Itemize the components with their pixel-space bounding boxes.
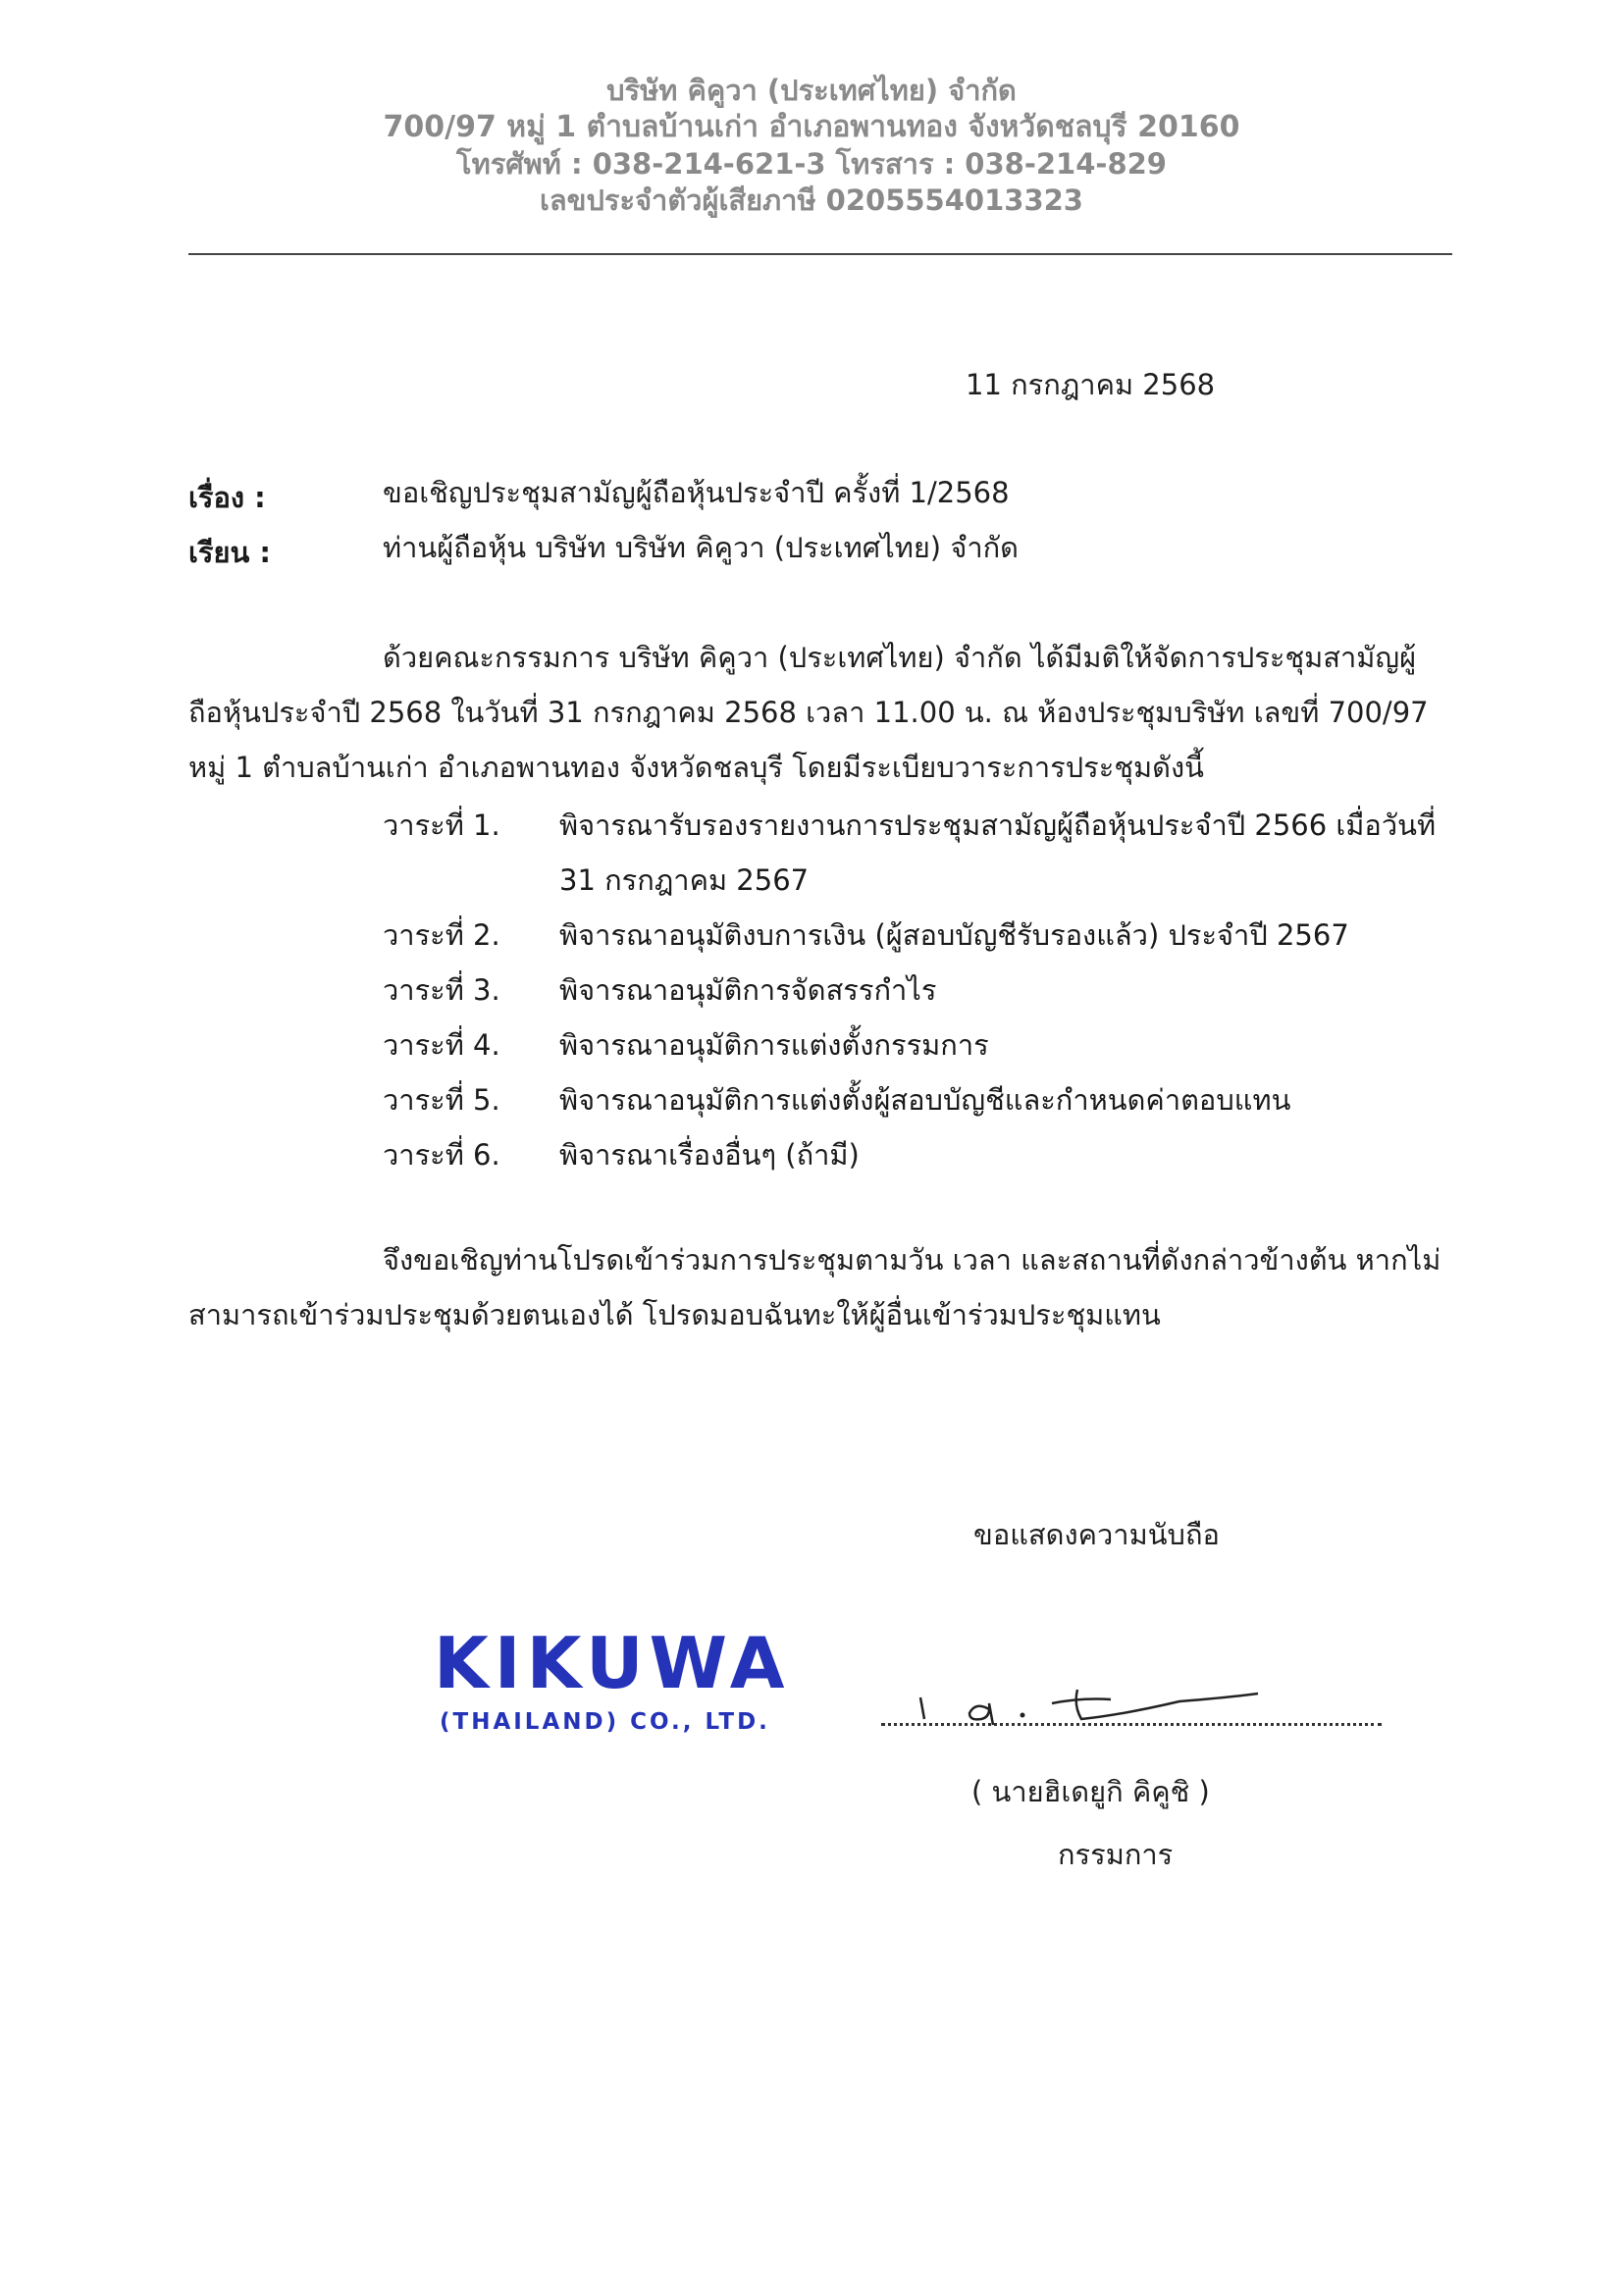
recipient-label: เรียน : bbox=[188, 536, 271, 569]
signature-icon bbox=[903, 1676, 1295, 1735]
kikuwa-logo-icon bbox=[430, 1619, 881, 1747]
agenda-item-continued: 31 กรกฎาคม 2567 bbox=[559, 863, 810, 897]
subject-label: เรื่อง : bbox=[188, 481, 266, 514]
company-stamp bbox=[430, 1619, 881, 1747]
sign-off: ขอแสดงความนับถือ bbox=[973, 1518, 1220, 1551]
signatory-name: ( นายฮิเดยูกิ คิคูชิ ) bbox=[971, 1775, 1210, 1808]
company-tax-id: เลขประจำตัวผู้เสียภาษี 0205554013323 bbox=[540, 183, 1083, 217]
closing-line: สามารถเข้าร่วมประชุมด้วยตนเองได้ โปรดมอบฉันทะให้ผู้อื่นเข้าร่วมประชุมแทน bbox=[188, 1298, 1161, 1331]
company-address: 700/97 หมู่ 1 ตำบลบ้านเก่า อำเภอพานทอง จังหวัดชลบุรี 20160 bbox=[383, 110, 1240, 144]
agenda-number: วาระที่ 6. bbox=[383, 1138, 500, 1172]
agenda-item: พิจารณาเรื่องอื่นๆ (ถ้ามี) bbox=[559, 1138, 860, 1172]
company-contact: โทรศัพท์ : 038-214-621-3 โทรสาร : 038-214-829 bbox=[456, 147, 1167, 181]
closing-line: จึงขอเชิญท่านโปรดเข้าร่วมการประชุมตามวัน เวลา และสถานที่ดังกล่าวข้างต้น หากไม่ bbox=[383, 1243, 1441, 1277]
stamp-subline: (THAILAND) CO., LTD. bbox=[440, 1709, 770, 1735]
company-name: บริษัท คิคูวา (ประเทศไทย) จำกัด bbox=[606, 74, 1017, 107]
signatory-title: กรรมการ bbox=[1058, 1838, 1174, 1871]
agenda-item: พิจารณารับรองรายงานการประชุมสามัญผู้ถือหุ้นประจำปี 2566 เมื่อวันที่ bbox=[559, 809, 1437, 842]
agenda-number: วาระที่ 3. bbox=[383, 973, 500, 1007]
stamp-brand: KIKUWA bbox=[434, 1622, 791, 1704]
agenda-number: วาระที่ 2. bbox=[383, 918, 500, 952]
agenda-item: พิจารณาอนุมัติการจัดสรรกำไร bbox=[559, 973, 937, 1007]
subject-text: ขอเชิญประชุมสามัญผู้ถือหุ้นประจำปี ครั้งที่ 1/2568 bbox=[383, 476, 1010, 509]
agenda-number: วาระที่ 1. bbox=[383, 809, 500, 842]
agenda-item: พิจารณาอนุมัติการแต่งตั้งผู้สอบบัญชีและกำหนดค่าตอบแทน bbox=[559, 1083, 1291, 1117]
agenda-number: วาระที่ 5. bbox=[383, 1083, 500, 1117]
intro-line: ถือหุ้นประจำปี 2568 ในวันที่ 31 กรกฎาคม 2568 เวลา 11.00 น. ณ ห้องประชุมบริษัท เลขที่ 700/97 bbox=[188, 696, 1429, 729]
header-divider bbox=[188, 253, 1452, 255]
agenda-item: พิจารณาอนุมัติงบการเงิน (ผู้สอบบัญชีรับรองแล้ว) ประจำปี 2567 bbox=[559, 918, 1349, 952]
agenda-number: วาระที่ 4. bbox=[383, 1028, 500, 1062]
letter-date: 11 กรกฎาคม 2568 bbox=[966, 368, 1216, 401]
intro-line: หมู่ 1 ตำบลบ้านเก่า อำเภอพานทอง จังหวัดชลบุรี โดยมีระเบียบวาระการประชุมดังนี้ bbox=[188, 751, 1204, 784]
agenda-item: พิจารณาอนุมัติการแต่งตั้งกรรมการ bbox=[559, 1028, 989, 1062]
intro-line: ด้วยคณะกรรมการ บริษัท คิคูวา (ประเทศไทย) จำกัด ได้มีมติให้จัดการประชุมสามัญผู้ bbox=[383, 641, 1417, 674]
recipient-text: ท่านผู้ถือหุ้น บริษัท บริษัท คิคูวา (ประเทศไทย) จำกัด bbox=[383, 531, 1020, 564]
signature-line bbox=[881, 1723, 1382, 1726]
